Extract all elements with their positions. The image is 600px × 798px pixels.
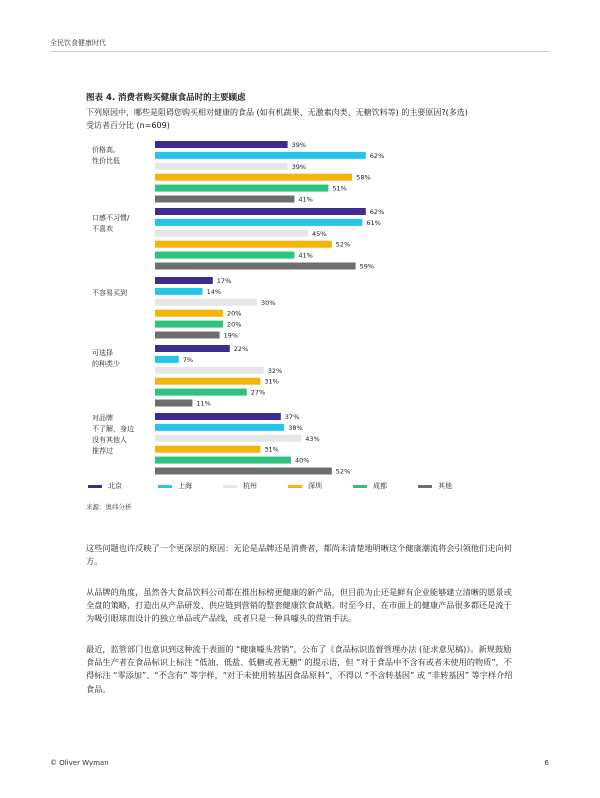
data-label: 17% [216, 277, 232, 285]
data-label: 30% [261, 298, 276, 307]
bar [155, 367, 264, 374]
data-label: 45% [312, 229, 327, 238]
bar [155, 378, 260, 385]
data-label: 62% [369, 208, 385, 216]
bar [155, 185, 328, 192]
data-label: 39% [291, 141, 307, 149]
data-label: 19% [223, 331, 239, 340]
bar [155, 356, 179, 363]
data-label: 20% [227, 309, 242, 318]
data-label: 39% [291, 162, 307, 171]
bar [155, 174, 352, 181]
bar [155, 219, 362, 226]
paragraph-1: 这些问题也许反映了一个更深层的原因：无论是品牌还是消费者，都尚未清楚地明晰这个健康潮流将会引领他们走向何方。 [86, 543, 512, 567]
data-label: 31% [264, 377, 279, 386]
bar [155, 321, 223, 328]
legend-swatch [353, 485, 367, 488]
category-label: 对品牌不了解，身边没有其他人推荐过 [92, 414, 134, 455]
category-label: 价格高,性价比低 [92, 146, 120, 165]
legend-swatch [418, 485, 432, 488]
bar [155, 152, 366, 159]
figure-respondents: 受访者百分比 (n=609) [86, 121, 170, 130]
bar [155, 196, 294, 203]
data-label: 31% [264, 445, 279, 454]
data-label: 58% [356, 173, 371, 182]
legend-swatch [223, 485, 237, 488]
legend-swatch [88, 485, 102, 488]
bar [155, 389, 247, 396]
bar [155, 310, 223, 317]
paragraph-3: 最近，监管部门也意识到这种流于表面的 “健康噱头营销”，公布了《食品标识监督管理办法 (征求意见稿)》。新规鼓励食品生产者在食品标识上标注 “低油、低盐、低糖或者无糖” 的提示语，但 “对于食品中不含有或者未使用的物质”，不得标注 “零添加”、“不含有” 等字样，“对于未使用转基因食品原料”，不得以 “不含转基因” 或 “非转基因” 等字样介绍食品。 [86, 644, 513, 694]
bar [155, 288, 203, 295]
bar [155, 277, 213, 284]
legend-swatch [288, 485, 302, 488]
legend-label: 其他 [438, 482, 452, 490]
legend-label: 上海 [178, 482, 192, 490]
bar [155, 424, 284, 431]
category-label: 口感不习惯/不喜欢 [92, 214, 130, 233]
bar [155, 435, 301, 442]
bar [155, 252, 294, 259]
legend-label: 深圳 [308, 482, 322, 490]
figure-question: 下列原因中，哪些是阻碍您购买相对健康的食品 (如有机蔬果、无激素肉类、无糖饮料等) 的主要原因?(多选) [86, 108, 468, 117]
bar [155, 263, 356, 270]
bar [155, 468, 332, 475]
paragraph-2: 从品牌的角度，虽然各大食品饮料公司都在推出标榜更健康的新产品，但目前为止还是鲜有企业能够建立清晰的愿景或全盘的策略，打造出从产品研发、供应链到营销的整套健康饮食战略。时至今日，在市面上的健康产品很多都还是流于为吸引眼球而设计的独立单品或产品线，或者只是一种具噱头的营销手法。 [86, 587, 512, 624]
legend-label: 北京 [108, 482, 122, 490]
bar [155, 241, 332, 248]
data-label: 59% [359, 262, 375, 271]
bar [155, 457, 291, 464]
data-label: 43% [305, 434, 320, 443]
bar [155, 141, 288, 148]
legend-label: 成都 [373, 482, 387, 490]
data-label: 27% [250, 388, 266, 397]
data-label: 14% [206, 287, 222, 296]
page-number: 6 [544, 759, 549, 767]
data-label: 38% [288, 423, 303, 432]
figure-source: 来源：奥纬分析 [86, 503, 132, 511]
legend-item [418, 481, 452, 491]
data-label: 61% [366, 218, 381, 227]
bar [155, 345, 230, 352]
data-label: 51% [332, 184, 347, 193]
data-label: 20% [227, 320, 242, 329]
legend-item [158, 481, 192, 491]
data-label: 52% [335, 467, 351, 476]
data-label: 11% [196, 399, 211, 408]
data-label: 7% [182, 355, 194, 364]
data-label: 22% [233, 345, 249, 353]
legend-item [88, 481, 122, 491]
bar [155, 299, 257, 306]
data-label: 37% [284, 413, 300, 421]
bar [155, 230, 308, 237]
legend-item [353, 481, 387, 491]
bar [155, 446, 260, 453]
figure-title: 图表 4. 消费者购买健康食品时的主要顾虑 [86, 93, 246, 103]
data-label: 32% [267, 366, 283, 375]
legend-swatch [158, 485, 172, 488]
data-label: 52% [335, 240, 351, 249]
running-header: 全民饮食健康时代 [50, 39, 106, 47]
legend-label: 杭州 [243, 482, 257, 490]
legend-item [223, 481, 257, 491]
footer-copyright: © Oliver Wyman [50, 759, 109, 767]
category-label: 不容易买到 [92, 289, 127, 297]
data-label: 41% [298, 195, 313, 204]
data-label: 62% [369, 151, 385, 160]
bar [155, 332, 220, 339]
bar [155, 163, 288, 170]
data-label: 41% [298, 251, 313, 260]
category-label: 可选择的种类少 [92, 349, 120, 368]
bar [155, 400, 192, 407]
data-label: 40% [295, 456, 310, 465]
legend-item [288, 481, 322, 491]
bar [155, 413, 281, 420]
bar [155, 208, 366, 215]
